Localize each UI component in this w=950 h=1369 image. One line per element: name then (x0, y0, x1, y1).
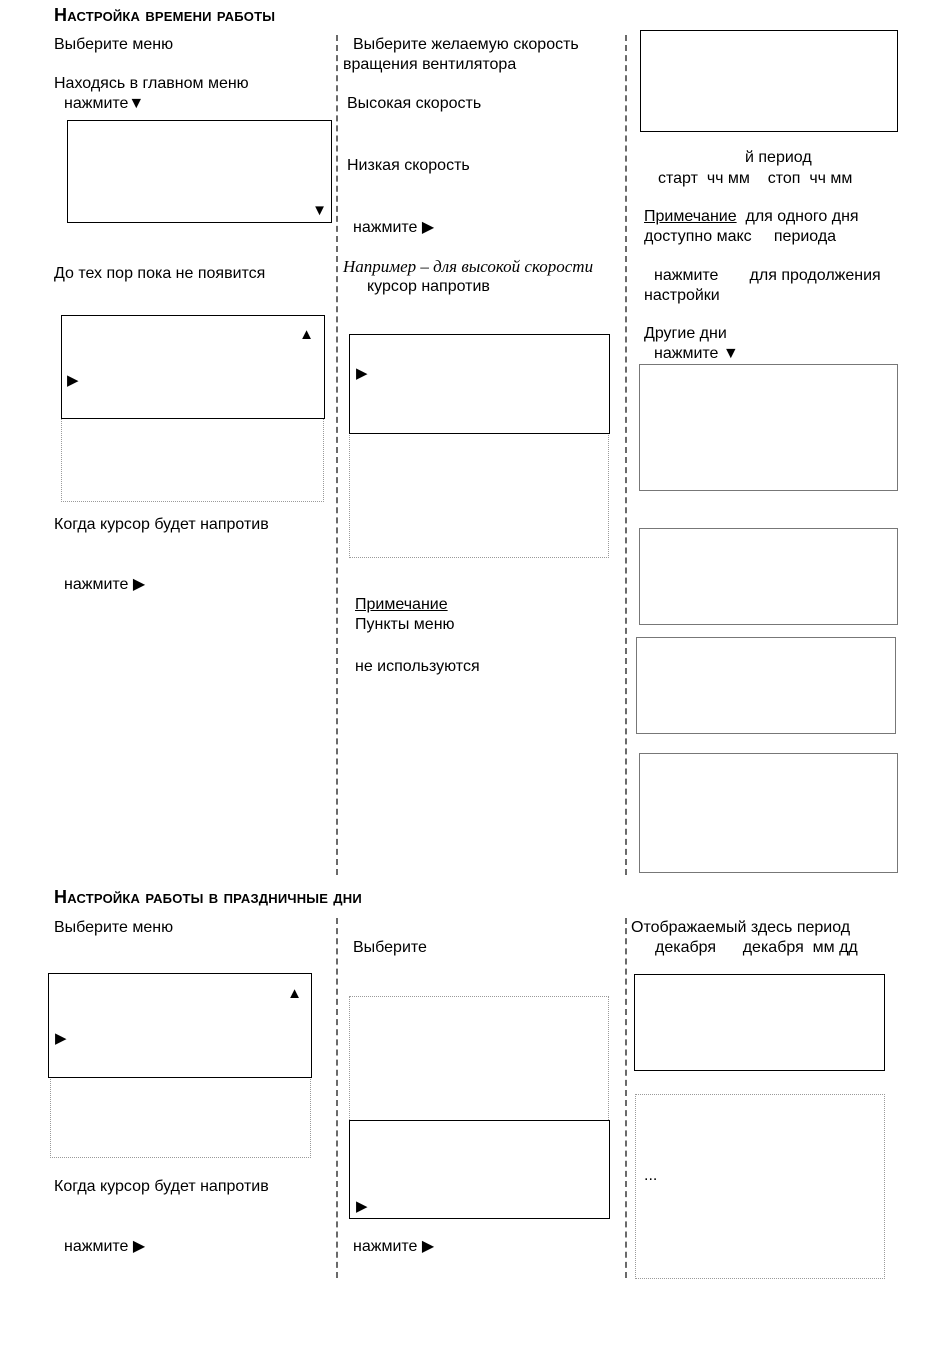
lcd-display-menu-list (61, 315, 325, 419)
low-speed-text: Низкая скорость (347, 157, 470, 174)
available-max-text: доступно макс периода (644, 228, 837, 245)
lcd-display-main-menu (67, 120, 332, 223)
lcd-display-day-1 (639, 364, 898, 491)
select-menu-text: Выберите меню (54, 919, 174, 936)
lcd-display-holiday-menu (48, 973, 312, 1078)
select-speed-line2: вращения вентилятора (343, 56, 517, 73)
lcd-display-shadow (349, 996, 609, 1122)
select-speed-line1: Выберите желаемую скорость (353, 36, 579, 53)
lcd-display-shadow (50, 1075, 311, 1158)
high-speed-text: Высокая скорость (347, 95, 482, 112)
when-cursor-text: Когда курсор будет напротив (54, 516, 269, 533)
lcd-display-speed (349, 334, 610, 434)
example-text: Например – для высокой скорости (343, 257, 594, 276)
column-divider-3 (336, 918, 338, 1278)
when-cursor-text: Когда курсор будет напротив (54, 1178, 269, 1195)
press-right-text: нажмите ▶ (64, 576, 146, 593)
select-menu-text: Выберите меню (54, 36, 174, 53)
section-title-holidays: Настройка работы в праздничные дни (54, 887, 362, 907)
settings-text: настройки (644, 287, 720, 304)
note-text: для одного дня (745, 208, 859, 225)
note-label: Примечание (644, 208, 737, 225)
press-right-text: нажмите ▶ (353, 219, 435, 236)
menu-items-text: Пункты меню (355, 616, 455, 633)
press-right-text: нажмите ▶ (64, 1238, 146, 1255)
in-main-menu-text: Находясь в главном меню (54, 75, 249, 92)
lcd-display-day-4 (639, 753, 898, 873)
period-text: й период (745, 149, 812, 166)
lcd-display-period (640, 30, 898, 132)
section-title-working-time: Настройка времени работы (54, 5, 276, 25)
not-used-text: не используются (355, 658, 480, 675)
lcd-display-holiday-period (634, 974, 885, 1071)
press-continue-text: нажмите для продолжения (654, 267, 881, 284)
cursor-arrow-icon: ▶ (356, 365, 368, 382)
select-text: Выберите (353, 939, 427, 956)
cursor-arrow-icon: ▶ (67, 372, 79, 389)
ellipsis-text: ... (644, 1167, 658, 1184)
down-arrow-icon: ▼ (312, 202, 327, 219)
press-right-text: нажмите ▶ (353, 1238, 435, 1255)
column-divider-2 (625, 35, 627, 875)
lcd-display-holiday-list (635, 1094, 885, 1279)
press-down-text: нажмите▼ (64, 95, 145, 112)
column-divider-1 (336, 35, 338, 875)
cursor-arrow-icon: ▶ (55, 1030, 67, 1047)
lcd-display-day-3 (636, 637, 896, 734)
other-days-text: Другие дни (644, 325, 727, 342)
lcd-display-shadow (349, 432, 609, 558)
note-label: Примечание (355, 596, 448, 613)
press-down-text: нажмите ▼ (654, 345, 739, 362)
lcd-display-day-2 (639, 528, 898, 625)
displayed-period-text: Отображаемый здесь период (631, 919, 851, 936)
up-arrow-icon: ▲ (287, 985, 302, 1002)
until-appears-text: До тех пор пока не появится (54, 265, 266, 282)
note-line (644, 207, 859, 227)
start-stop-text: старт чч мм стоп чч мм (658, 170, 853, 187)
column-divider-4 (625, 918, 627, 1278)
cursor-opposite-text: курсор напротив (367, 278, 490, 295)
lcd-display-holiday-option (349, 1120, 610, 1219)
december-line-text: декабря декабря мм дд (655, 939, 858, 956)
cursor-arrow-icon: ▶ (356, 1198, 368, 1215)
up-arrow-icon: ▲ (299, 326, 314, 343)
lcd-display-shadow (61, 416, 324, 502)
